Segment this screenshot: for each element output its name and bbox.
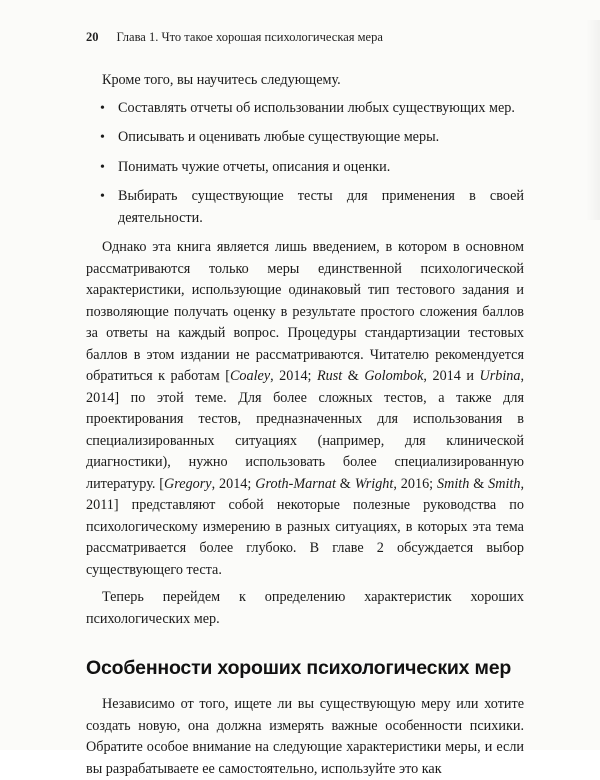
text-run: , 2016; [393,475,437,492]
citation-author: Coaley [229,368,271,384]
list-item-text: Описывать и оценивать любые существующие меры. [118,129,440,145]
citation-author: Wright [354,475,394,492]
bullet-icon: • [100,189,105,204]
citation-author: Smith [437,475,470,492]
chapter-title: Глава 1. Что такое хорошая психологическая мера [116,30,383,44]
page-number: 20 [86,30,99,44]
bullet-list [86,98,524,230]
page-shadow [586,20,600,220]
text-run: , 2014; [270,368,318,384]
bullet-icon: • [100,130,105,145]
list-item [86,157,524,179]
page-body [86,62,524,780]
body-paragraph-references [86,237,524,581]
list-item [86,186,524,229]
citation-author: Rust [317,368,343,384]
running-header [86,30,383,45]
list-item-text: Составлять отчеты об использовании любых существующих мер. [118,99,515,116]
text-run: & [335,475,355,492]
text-run: & [469,475,489,492]
body-paragraph-section: Независимо от того, ищете ли вы существующую меру или хотите создать новую, она должна измерять важные особенности психики. Обратите особое внимание на следующие характеристики меры, и если вы разрабатываете ее самостоятельно, используйте это как [86,696,524,777]
section-heading: Особенности хороших психологических мер [86,657,512,679]
text-run: & [342,368,365,384]
citation-author: Groth-Marnat [255,475,336,492]
text-run: , 2014] по этой теме. Для более сложных тестов, а также для проектирования тестов, предназначенных для использования в специализированных ситуациях (например, для клинической диагностики), нужно использовать более специализированную литературу. [ [86,368,525,492]
list-item [86,127,524,149]
bullet-icon: • [100,159,105,175]
citation-author: Golombok [364,368,424,384]
list-item [86,98,524,120]
text-run: , 2011] представляют собой некоторые полезные руководства по психологическому измерению в разных ситуациях, в которых эта тема рассматривается более глубоко. В главе 2 обсуждается выбор существующего теста. [86,475,525,578]
list-item-text: Выбирать существующие тесты для применения в своей деятельности. [118,188,524,226]
intro-paragraph: Кроме того, вы научитесь следующему. [102,72,341,88]
citation-author: Urbina [479,368,521,384]
text-run: , 2014; [211,475,256,492]
text-run: Однако эта книга является лишь введением, в котором в основном рассматриваются только меры единственной психологической характеристики, использующие одинаковый тип тестового задания и позволяющие получать оценку в результате простого сложения баллов за ответы на каждый вопрос. Процедуры стандартизации тестовых баллов в этом издании не рассматриваются. Читателю рекомендуется обратиться к работам [ [86,239,524,384]
body-paragraph-transition: Теперь перейдем к определению характеристик хороших психологических мер. [86,589,524,627]
citation-author: Gregory [164,475,212,492]
citation-author: Smith [488,475,521,492]
text-run: , 2014 и [423,368,480,384]
bullet-icon: • [100,100,105,116]
list-item-text: Понимать чужие отчеты, описания и оценки. [118,158,391,175]
